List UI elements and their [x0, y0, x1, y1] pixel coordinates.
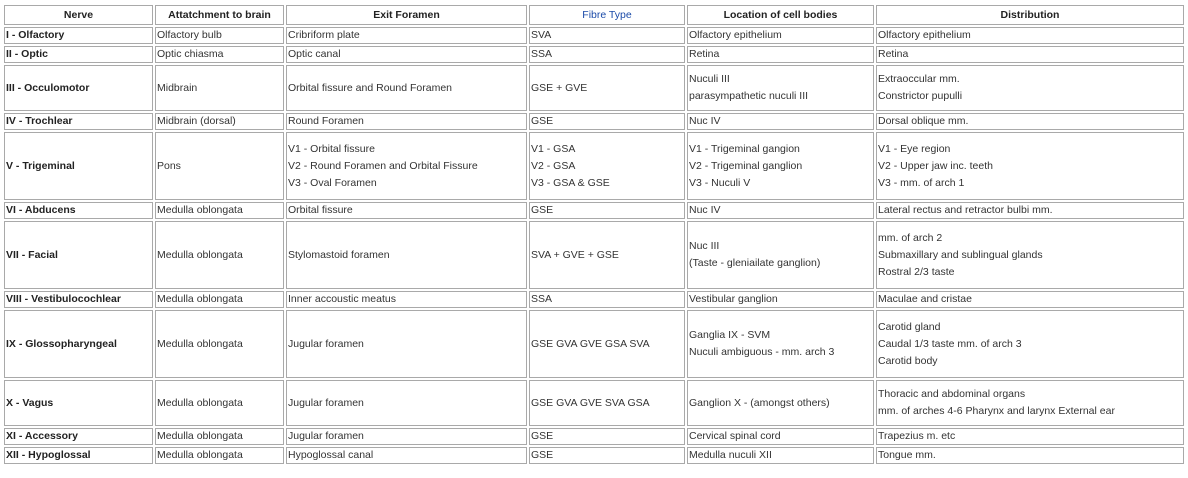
distribution-cell: [876, 291, 1184, 308]
exit-foramen-cell: [286, 291, 527, 308]
distribution-cell: [876, 46, 1184, 63]
location-cell-line: V3 - Nuculi V: [689, 176, 751, 189]
table-row: [4, 310, 1184, 378]
distribution-cell-line: Retina: [878, 48, 909, 60]
nerve-cell: IV - Trochlear: [4, 113, 153, 130]
distribution-cell-line: Carotid body: [878, 354, 938, 367]
nerve-cell: IX - Glossopharyngeal: [4, 310, 153, 378]
attachment-cell: Medulla oblongata: [155, 291, 284, 308]
nerve-cell: III - Occulomotor: [4, 65, 153, 111]
exit-foramen-cell: [286, 428, 527, 445]
distribution-cell-line: Caudal 1/3 taste mm. of arch 3: [878, 337, 1022, 350]
distribution-cell-line: mm. of arch 2: [878, 231, 943, 244]
distribution-cell: [876, 132, 1184, 200]
exit-foramen-cell-line: V1 - Orbital fissure: [288, 142, 375, 155]
location-cell-line: Nuc IV: [689, 204, 721, 216]
fibre-type-cell-line: V2 - GSA: [531, 159, 576, 172]
distribution-cell-line: Submaxillary and sublingual glands: [878, 248, 1043, 261]
exit-foramen-cell-line: Jugular foramen: [288, 396, 364, 409]
location-cell-line: Nuc III: [689, 240, 720, 252]
fibre-type-cell-line: GSE: [531, 449, 554, 461]
nerve-cell: X - Vagus: [4, 380, 153, 426]
table-row: [4, 428, 1184, 445]
fibre-type-cell-line: GSE: [531, 204, 554, 216]
distribution-cell: [876, 113, 1184, 130]
exit-foramen-cell: [286, 447, 527, 464]
exit-foramen-cell-line: V3 - Oval Foramen: [288, 176, 377, 189]
fibre-type-cell-line: SSA: [531, 48, 553, 60]
fibre-type-cell-line: GSE + GVE: [531, 81, 588, 94]
location-cell: [687, 202, 874, 219]
location-cell: [687, 428, 874, 445]
distribution-cell-line: Carotid gland: [878, 320, 941, 333]
attachment-cell: Pons: [155, 132, 284, 200]
header-exit-foramen: Exit Foramen: [286, 5, 527, 25]
exit-foramen-cell-line: Round Foramen: [288, 115, 364, 127]
distribution-cell-line: Olfactory epithelium: [878, 29, 971, 41]
attachment-cell: Optic chiasma: [155, 46, 284, 63]
exit-foramen-cell: [286, 310, 527, 378]
header-row: [4, 5, 1184, 25]
distribution-cell-line: Trapezius m. etc: [878, 430, 956, 442]
table-row: [4, 113, 1184, 130]
exit-foramen-cell: [286, 65, 527, 111]
location-cell-line: Nuculi ambiguous - mm. arch 3: [689, 346, 835, 358]
attachment-cell: Medulla oblongata: [155, 310, 284, 378]
location-cell-line: Retina: [689, 48, 720, 60]
distribution-cell: [876, 447, 1184, 464]
fibre-type-cell-line: GSE: [531, 430, 554, 442]
distribution-cell-line: V3 - mm. of arch 1: [878, 176, 965, 189]
distribution-cell-line: Dorsal oblique mm.: [878, 115, 969, 127]
cranial-nerves-table: [2, 3, 1186, 466]
distribution-cell-line: mm. of arches 4-6 Pharynx and larynx External ear: [878, 405, 1115, 417]
fibre-type-cell-line: SVA + GVE + GSE: [531, 248, 619, 261]
distribution-cell-line: Extraoccular mm.: [878, 73, 960, 85]
fibre-type-cell: [529, 65, 685, 111]
exit-foramen-cell: [286, 380, 527, 426]
header-attachment: Attatchment to brain: [155, 5, 284, 25]
location-cell-line: Olfactory epithelium: [689, 29, 782, 41]
table-row: [4, 202, 1184, 219]
exit-foramen-cell: [286, 113, 527, 130]
exit-foramen-cell-line: Jugular foramen: [288, 430, 364, 442]
header-location: Location of cell bodies: [687, 5, 874, 25]
distribution-cell: [876, 65, 1184, 111]
distribution-cell-line: Tongue mm.: [878, 449, 936, 461]
fibre-type-cell: [529, 428, 685, 445]
exit-foramen-cell: [286, 132, 527, 200]
table-row: [4, 447, 1184, 464]
fibre-type-cell: [529, 132, 685, 200]
nerve-cell: I - Olfactory: [4, 27, 153, 44]
exit-foramen-cell-line: V2 - Round Foramen and Orbital Fissure: [288, 159, 478, 172]
exit-foramen-cell-line: Orbital fissure: [288, 204, 353, 216]
table-body: [4, 27, 1184, 464]
exit-foramen-cell-line: Optic canal: [288, 48, 341, 60]
fibre-type-cell: [529, 202, 685, 219]
fibre-type-cell: [529, 27, 685, 44]
location-cell-line: V1 - Trigeminal gangion: [689, 142, 800, 155]
distribution-cell: [876, 310, 1184, 378]
fibre-type-cell: [529, 447, 685, 464]
location-cell: [687, 46, 874, 63]
distribution-cell: [876, 221, 1184, 289]
location-cell-line: Medulla nuculi XII: [689, 449, 772, 461]
header-fibre-type: Fibre Type: [529, 5, 685, 25]
exit-foramen-cell-line: Hypoglossal canal: [288, 449, 374, 461]
location-cell: [687, 27, 874, 44]
table-row: [4, 221, 1184, 289]
exit-foramen-cell-line: Stylomastoid foramen: [288, 248, 390, 261]
fibre-type-cell: [529, 46, 685, 63]
location-cell-line: Nuculi III: [689, 73, 730, 85]
fibre-type-cell: [529, 221, 685, 289]
location-cell-line: V2 - Trigeminal ganglion: [689, 159, 803, 172]
nerve-cell: VIII - Vestibulocochlear: [4, 291, 153, 308]
exit-foramen-cell-line: Cribriform plate: [288, 29, 360, 41]
distribution-cell-line: Rostral 2/3 taste: [878, 265, 955, 278]
exit-foramen-cell-line: Orbital fissure and Round Foramen: [288, 81, 452, 94]
location-cell-line: parasympathetic nuculi III: [689, 90, 809, 102]
nerve-cell: XI - Accessory: [4, 428, 153, 445]
fibre-type-cell-line: SSA: [531, 293, 553, 305]
location-cell-line: Ganglion X - (amongst others): [689, 396, 830, 409]
distribution-cell-line: V2 - Upper jaw inc. teeth: [878, 159, 993, 172]
attachment-cell: Midbrain: [155, 65, 284, 111]
exit-foramen-cell: [286, 221, 527, 289]
location-cell: [687, 113, 874, 130]
distribution-cell-line: Thoracic and abdominal organs: [878, 388, 1026, 400]
fibre-type-cell: [529, 310, 685, 378]
location-cell: [687, 310, 874, 378]
attachment-cell: Medulla oblongata: [155, 428, 284, 445]
fibre-type-cell-line: GSE: [531, 115, 554, 127]
distribution-cell: [876, 380, 1184, 426]
attachment-cell: Olfactory bulb: [155, 27, 284, 44]
table-row: [4, 65, 1184, 111]
distribution-cell: [876, 428, 1184, 445]
fibre-type-cell-line: GSE GVA GVE SVA GSA: [531, 396, 650, 409]
table-row: [4, 380, 1184, 426]
nerve-cell: VII - Facial: [4, 221, 153, 289]
nerve-cell: VI - Abducens: [4, 202, 153, 219]
fibre-type-cell-line: V3 - GSA & GSE: [531, 176, 610, 189]
exit-foramen-cell: [286, 202, 527, 219]
location-cell-line: Ganglia IX - SVM: [689, 329, 771, 341]
header-nerve: Nerve: [4, 5, 153, 25]
exit-foramen-cell-line: Inner accoustic meatus: [288, 293, 396, 305]
nerve-cell: V - Trigeminal: [4, 132, 153, 200]
fibre-type-cell-line: GSE GVA GVE GSA SVA: [531, 337, 650, 350]
attachment-cell: Medulla oblongata: [155, 202, 284, 219]
location-cell: [687, 221, 874, 289]
location-cell-line: Nuc IV: [689, 115, 721, 127]
exit-foramen-cell: [286, 46, 527, 63]
distribution-cell: [876, 27, 1184, 44]
table-row: [4, 46, 1184, 63]
location-cell-line: (Taste - gleniailate ganglion): [689, 257, 821, 269]
fibre-type-cell: [529, 380, 685, 426]
distribution-cell-line: Maculae and cristae: [878, 293, 972, 305]
attachment-cell: Medulla oblongata: [155, 380, 284, 426]
location-cell-line: Cervical spinal cord: [689, 430, 781, 442]
location-cell: [687, 380, 874, 426]
attachment-cell: Midbrain (dorsal): [155, 113, 284, 130]
header-distribution: Distribution: [876, 5, 1184, 25]
location-cell: [687, 65, 874, 111]
attachment-cell: Medulla oblongata: [155, 221, 284, 289]
location-cell: [687, 291, 874, 308]
location-cell-line: Vestibular ganglion: [689, 293, 778, 305]
distribution-cell-line: Constrictor pupulli: [878, 90, 963, 102]
exit-foramen-cell-line: Jugular foramen: [288, 337, 364, 350]
table-row: [4, 291, 1184, 308]
fibre-type-cell: [529, 291, 685, 308]
table-row: [4, 132, 1184, 200]
distribution-cell-line: Lateral rectus and retractor bulbi mm.: [878, 204, 1053, 216]
location-cell: [687, 132, 874, 200]
fibre-type-cell-line: SVA: [531, 29, 552, 41]
fibre-type-cell: [529, 113, 685, 130]
table-row: [4, 27, 1184, 44]
nerve-cell: XII - Hypoglossal: [4, 447, 153, 464]
location-cell: [687, 447, 874, 464]
fibre-type-cell-line: V1 - GSA: [531, 142, 576, 155]
distribution-cell-line: V1 - Eye region: [878, 142, 951, 155]
distribution-cell: [876, 202, 1184, 219]
nerve-cell: II - Optic: [4, 46, 153, 63]
exit-foramen-cell: [286, 27, 527, 44]
attachment-cell: Medulla oblongata: [155, 447, 284, 464]
